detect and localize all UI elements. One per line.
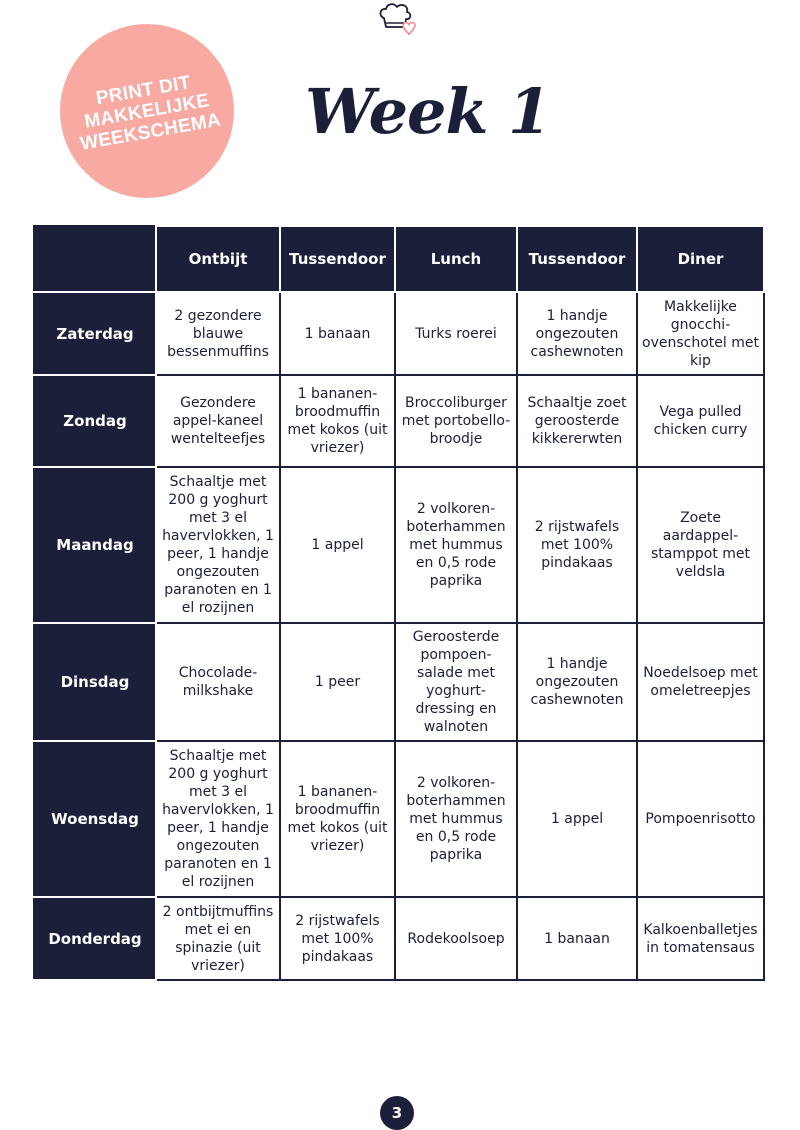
- column-header-ontbijt: Ontbijt: [156, 226, 280, 292]
- table-cell: 1 banaan: [517, 897, 637, 980]
- table-cell: 2 volkoren-boterhammen met hummus en 0,5 rode paprika: [395, 467, 517, 623]
- table-cell: Schaaltje met 200 g yoghurt met 3 el havervlokken, 1 peer, 1 handje ongezouten paranoten en 1 el rozijnen: [156, 741, 280, 897]
- table-cell: 2 gezondere blauwe bessenmuffins: [156, 292, 280, 375]
- chef-hat-heart-icon: [378, 2, 418, 40]
- meal-schedule-table: [33, 225, 765, 981]
- table-cell: 1 appel: [517, 741, 637, 897]
- table-cell: 2 rijstwafels met 100% pindakaas: [280, 897, 395, 980]
- table-cell: 1 handje ongezouten cashewnoten: [517, 623, 637, 741]
- table-cell: 1 banaan: [280, 292, 395, 375]
- row-header-day: Donderdag: [34, 897, 156, 980]
- header-row: [34, 226, 764, 292]
- column-header-tussendoor-1: Tussendoor: [280, 226, 395, 292]
- table-cell: 2 rijstwafels met 100% pindakaas: [517, 467, 637, 623]
- table-row: [34, 292, 764, 375]
- page-title: Week 1: [305, 75, 551, 148]
- row-header-day: Zaterdag: [34, 292, 156, 375]
- row-header-day: Maandag: [34, 467, 156, 623]
- column-header-lunch: Lunch: [395, 226, 517, 292]
- table-cell: 1 peer: [280, 623, 395, 741]
- table-row: [34, 467, 764, 623]
- table-cell: Kalkoenballetjes in tomatensaus: [637, 897, 764, 980]
- table-cell: Pompoenrisotto: [637, 741, 764, 897]
- table-cell: 2 volkoren-boterhammen met hummus en 0,5 rode paprika: [395, 741, 517, 897]
- row-header-day: Woensdag: [34, 741, 156, 897]
- table-cell: 1 handje ongezouten cashewnoten: [517, 292, 637, 375]
- table-cell: 1 bananen-broodmuffin met kokos (uit vriezer): [280, 375, 395, 467]
- table-row: [34, 375, 764, 467]
- column-header-diner: Diner: [637, 226, 764, 292]
- table-cell: Geroosterde pompoen-salade met yoghurt-dressing en walnoten: [395, 623, 517, 741]
- table-row: [34, 623, 764, 741]
- table-cell: 1 bananen-broodmuffin met kokos (uit vriezer): [280, 741, 395, 897]
- table-cell: Broccoliburger met portobello-broodje: [395, 375, 517, 467]
- table-cell: Gezondere appel-kaneel wentelteefjes: [156, 375, 280, 467]
- table-cell: Schaaltje met 200 g yoghurt met 3 el havervlokken, 1 peer, 1 handje ongezouten paranoten en 1 el rozijnen: [156, 467, 280, 623]
- table-cell: Turks roerei: [395, 292, 517, 375]
- header-corner: [34, 226, 156, 292]
- table-cell: 1 appel: [280, 467, 395, 623]
- print-badge: [60, 24, 234, 198]
- table-cell: Schaaltje zoet geroosterde kikkererwten: [517, 375, 637, 467]
- row-header-day: Dinsdag: [34, 623, 156, 741]
- table-row: [34, 741, 764, 897]
- row-header-day: Zondag: [34, 375, 156, 467]
- page-number: 3: [380, 1096, 414, 1130]
- table-cell: Makkelijke gnocchi-ovenschotel met kip: [637, 292, 764, 375]
- table-row: [34, 897, 764, 980]
- table-cell: Chocolade-milkshake: [156, 623, 280, 741]
- table-cell: Rodekoolsoep: [395, 897, 517, 980]
- table-cell: Vega pulled chicken curry: [637, 375, 764, 467]
- table-cell: 2 ontbijtmuffins met ei en spinazie (uit vriezer): [156, 897, 280, 980]
- badge-text: PRINT DIT MAKKELIJKE WEEKSCHEMA: [78, 71, 223, 155]
- table-cell: Zoete aardappel-stamppot met veldsla: [637, 467, 764, 623]
- table-cell: Noedelsoep met omeletreepjes: [637, 623, 764, 741]
- column-header-tussendoor-2: Tussendoor: [517, 226, 637, 292]
